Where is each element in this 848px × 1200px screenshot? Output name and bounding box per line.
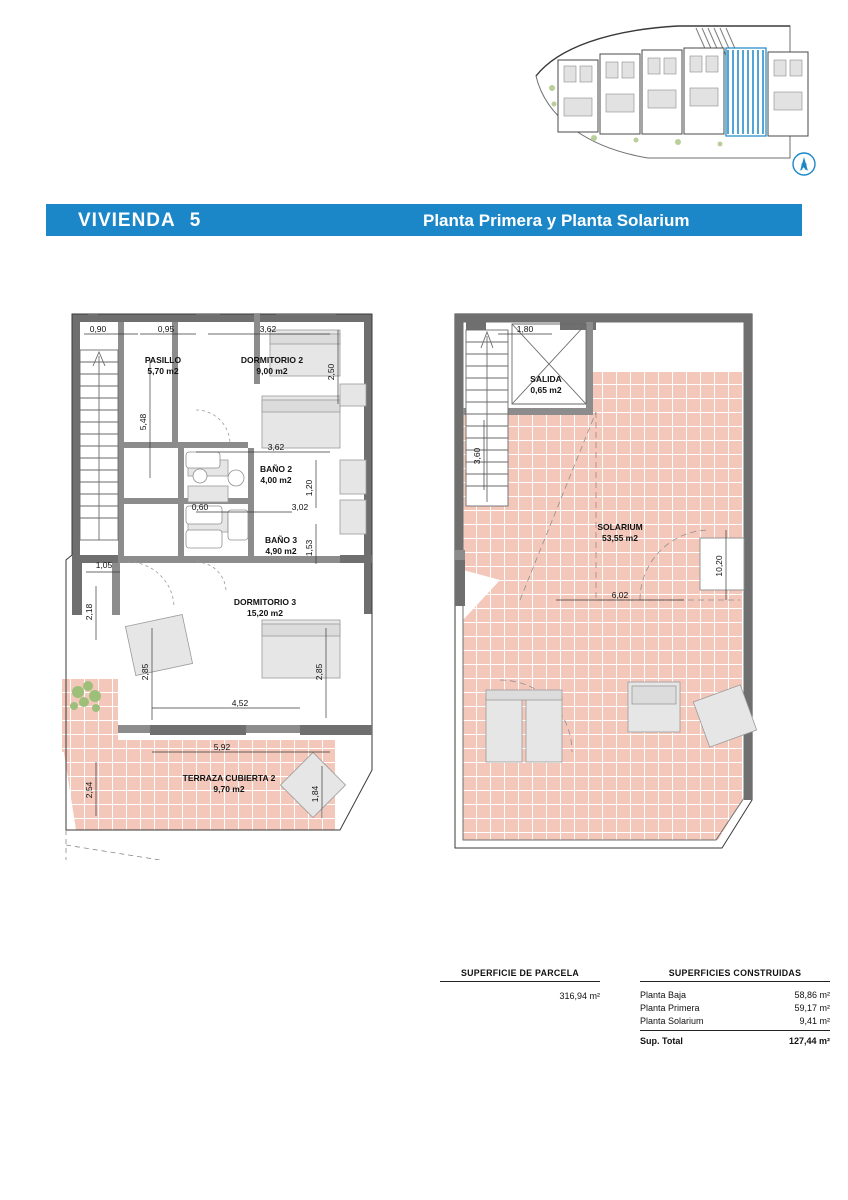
table-row xyxy=(640,990,830,1000)
room-label-dormitorio2: DORMITORIO 2 xyxy=(240,355,304,365)
built-area-heading: SUPERFICIES CONSTRUIDAS xyxy=(640,968,830,982)
built-area-table xyxy=(640,968,830,1046)
dim-right-0: 1,80 xyxy=(516,324,534,334)
room-label-pasillo: PASILLO xyxy=(144,355,182,365)
built-row-label-2: Planta Solarium xyxy=(640,1016,704,1026)
room-label-solarium: SOLARIUM xyxy=(597,522,643,532)
built-row-value-1: 59,17 m² xyxy=(794,1003,830,1013)
dim-left-4: 5,48 xyxy=(138,413,148,431)
dim-left-16: 2,54 xyxy=(84,781,94,799)
built-row-label-1: Planta Primera xyxy=(640,1003,700,1013)
dim-right-3: 6,02 xyxy=(611,590,629,600)
dim-right-2: 10,20 xyxy=(714,555,724,577)
planta-solarium-drawing xyxy=(455,314,757,848)
room-area-bano2: 4,00 m2 xyxy=(260,475,292,485)
compass-label: N xyxy=(800,162,808,172)
room-area-salida: 0,65 m2 xyxy=(530,385,562,395)
room-label-terraza2: TERRAZA CUBIERTA 2 xyxy=(182,773,276,783)
dim-left-13: 2,85 xyxy=(314,663,324,681)
room-label-bano3: BAÑO 3 xyxy=(264,535,298,545)
built-total-value: 127,44 m² xyxy=(788,1036,830,1046)
table-row xyxy=(640,1003,830,1013)
key-plan xyxy=(528,18,828,178)
keyplan-highlight xyxy=(726,48,766,136)
room-area-dormitorio3: 15,20 m2 xyxy=(247,608,283,618)
room-area-pasillo: 5,70 m2 xyxy=(147,366,179,376)
built-total-label: Sup. Total xyxy=(640,1036,683,1046)
dim-right-1: 3,60 xyxy=(472,447,482,465)
plot-area-heading: SUPERFICIE DE PARCELA xyxy=(440,968,600,982)
dwelling-label: VIVIENDA xyxy=(78,210,176,231)
room-area-bano3: 4,90 m2 xyxy=(265,546,297,556)
dim-left-10: 1,05 xyxy=(95,560,113,570)
room-label-salida: SALIDA xyxy=(530,374,562,384)
dim-left-15: 5,92 xyxy=(213,742,231,752)
built-row-value-2: 9,41 m² xyxy=(799,1016,830,1026)
dim-left-7: 0,60 xyxy=(191,502,209,512)
built-row-value-0: 58,86 m² xyxy=(794,990,830,1000)
dim-left-0: 0,90 xyxy=(89,324,107,334)
dim-left-1: 0,95 xyxy=(157,324,175,334)
built-total-row xyxy=(640,1030,830,1046)
dim-left-9: 1,53 xyxy=(304,539,314,557)
plan-title: Planta Primera y Planta Solarium xyxy=(423,211,690,230)
table-row xyxy=(640,1016,830,1026)
plot-area-value: 316,94 m² xyxy=(559,991,600,1001)
room-area-solarium: 53,55 m2 xyxy=(602,533,638,543)
plot-area-table xyxy=(440,968,600,1001)
dim-left-3: 2,50 xyxy=(326,363,336,381)
dim-left-12: 2,85 xyxy=(140,663,150,681)
dwelling-title xyxy=(78,210,201,232)
area-tables xyxy=(440,968,830,1078)
built-row-label-0: Planta Baja xyxy=(640,990,687,1000)
dim-left-14: 4,52 xyxy=(231,698,249,708)
room-label-bano2: BAÑO 2 xyxy=(259,464,293,474)
dim-left-2: 3,62 xyxy=(259,324,277,334)
dim-left-6: 1,20 xyxy=(304,479,314,497)
plan-drawings xyxy=(0,300,848,860)
dwelling-number: 5 xyxy=(189,210,202,231)
room-area-dormitorio2: 9,00 m2 xyxy=(256,366,288,376)
room-label-dormitorio3: DORMITORIO 3 xyxy=(233,597,297,607)
room-area-terraza2: 9,70 m2 xyxy=(213,784,245,794)
dim-left-5: 3,62 xyxy=(267,442,285,452)
dim-left-17: 1,84 xyxy=(310,785,320,803)
dim-left-11: 2,18 xyxy=(84,603,94,621)
dim-left-8: 3,02 xyxy=(291,502,309,512)
